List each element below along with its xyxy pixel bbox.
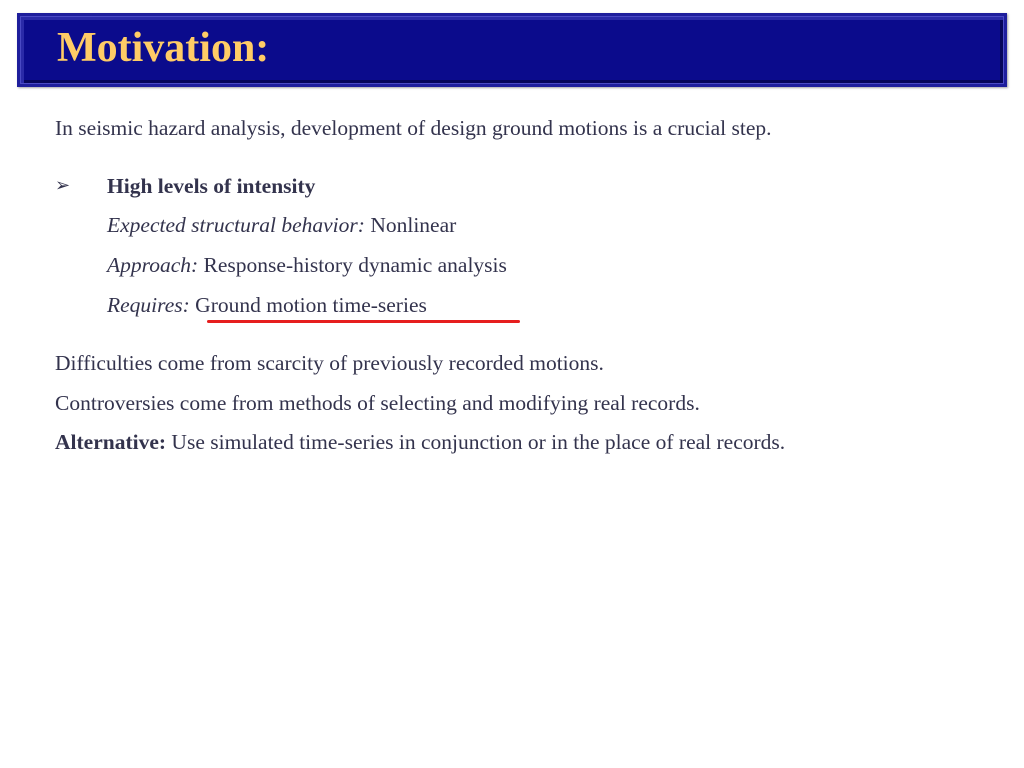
bullet-heading: High levels of intensity [107,174,316,198]
bullet-item-label: Requires: [107,293,190,317]
controversies-text: Controversies come from methods of selecting and modifying real records. [55,391,700,415]
difficulties-text: Difficulties come from scarcity of previously recorded motions. [55,351,604,375]
bullet-item-value: Nonlinear [364,213,457,237]
arrow-bullet-icon: ➢ [55,175,71,196]
bullet-item-value: Response-history dynamic analysis [198,253,507,277]
bullet-item-behavior [107,212,456,238]
red-underline-annotation [207,320,520,323]
bullet-item-label: Approach: [107,253,199,277]
bullet-item-label: Expected structural behavior: [107,213,365,237]
title-bar [17,13,1007,87]
alternative-body: Use simulated time-series in conjunction or in the place of real records. [166,430,786,454]
bullet-item-requires [107,292,427,318]
slide-title: Motivation: [57,25,270,71]
bullet-item-approach [107,252,507,278]
alternative-text [55,429,785,455]
alternative-label: Alternative: [55,430,167,454]
intro-text: In seismic hazard analysis, development of design ground motions is a crucial step. [55,116,772,140]
bullet-item-value: Ground motion time-series [189,293,427,317]
